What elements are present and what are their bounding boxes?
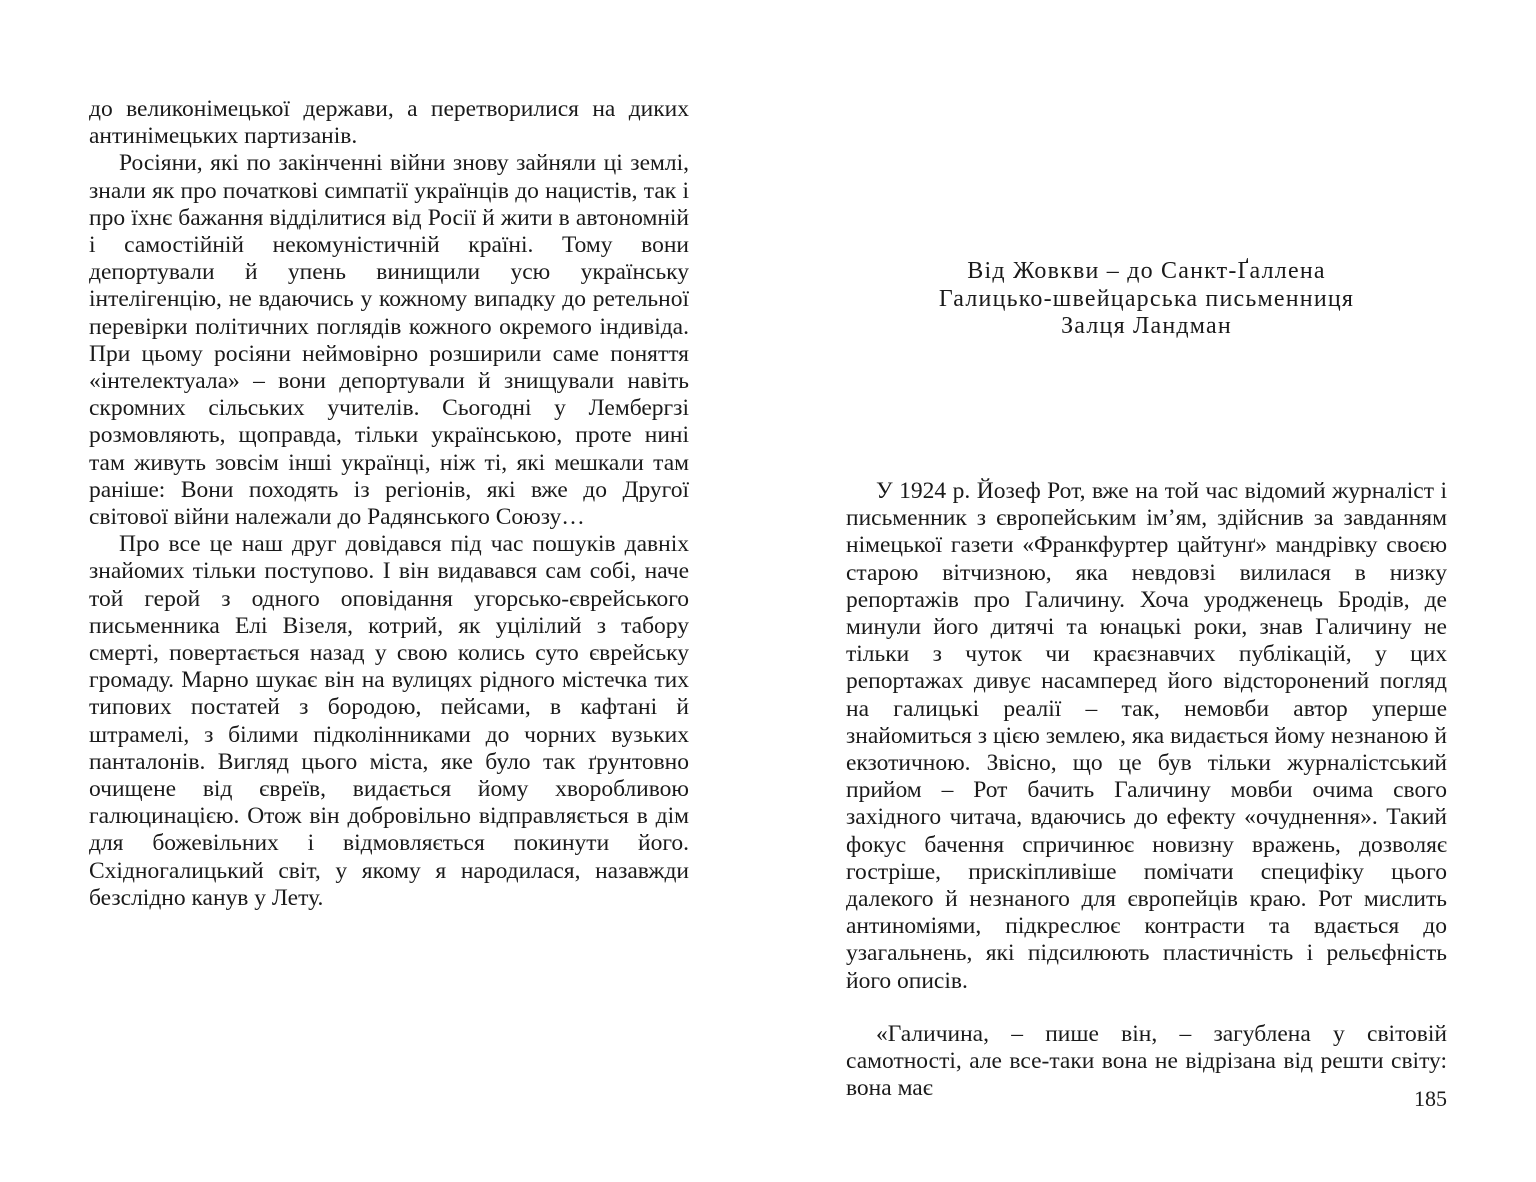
right-text-column	[846, 478, 1447, 1102]
page-number: 185	[1414, 1086, 1447, 1111]
chapter-author: Залця Ландман	[1061, 313, 1232, 339]
paragraph-continuation: до великонімецької держави, а перетворилися на диких антинімецьких партизанів.	[89, 96, 689, 150]
chapter-title	[846, 258, 1447, 341]
paragraph: «Галичина, – пише він, – загублена у світовій самотності, але все-таки вона не відрізана від решти світу: вона має	[846, 1020, 1447, 1102]
paragraph: Росіяни, які по закінченні війни знову зайняли ці землі, знали як про початкові симпатії українців до нацистів, так і про їхнє бажання відділитися від Росії й жити в автономній і самостійній некомуністичній країні. Тому вони депортували й упень винищили усю українську інтелігенцію, не вдаючись у кожному випадку до ретельної перевірки політичних поглядів кожного окремого індивіда. При цьому росіяни неймовірно розширили саме поняття «інтелектуала» – вони депортували й знищували навіть скромних сільських учителів. Сьогодні у Лембергзі розмовляють, щоправда, тільки українською, проте нині там живуть зовсім інші українці, ніж ті, які мешкали там раніше: Вони походять із регіонів, які вже до Другої світової війни належали до Радянського Союзу…	[89, 150, 689, 531]
chapter-subtitle: Галицько-швейцарська письменниця	[938, 285, 1355, 312]
right-page	[768, 0, 1536, 1182]
paragraph-spacer	[846, 995, 1447, 1021]
chapter-title-line-1: Від Жовкви – до Санкт-Ґаллена	[967, 258, 1326, 284]
paragraph: Про все це наш друг довідався під час пошуків давніх знайомих тільки поступово. І він видавався сам собі, наче той герой з одного оповідання угорсько-єврейського письменника Елі Візеля, котрий, як уцілілий з табору смерті, повертається назад у свою колись суто єврейську громаду. Марно шукає він на вулицях рідного містечка тих типових постатей з бородою, пейсами, в кафтані й штрамелі, з білими підколінниками до чорних вузьких панталонів. Вигляд цього міста, яке було так ґрунтовно очищене від євреїв, видається йому хворобливою галюцинацією. Отож він добровільно відправляється в дім для божевільних і відмовляється покинути його. Східногалицький світ, у якому я народилася, назавжди безслідно канув у Лету.	[89, 531, 689, 911]
paragraph: У 1924 р. Йозеф Рот, вже на той час відомий журналіст і письменник з європейським ім’ям, здійснив за завданням німецької газети «Франкфуртер цайтунґ» мандрівку своєю старою вітчизною, яка невдовзі вилилася в низку репортажів про Галичину. Хоча уродженець Бродів, де минули його дитячі та юнацькі роки, знав Галичину не тільки з чуток чи краєзнавчих публікацій, у цих репортажах дивує насамперед його відсторонений погляд на галицькі реалії – так, немовби автор уперше знайомиться з цією землею, яка видається йому незнаною й екзотичною. Звісно, що це був тільки журналістський прийом – Рот бачить Галичину мовби очима свого західного читача, вдаючись до ефекту «очуднення». Такий фокус бачення спричинює новизну вражень, дозволяє гостріше, прискіпливіше помічати специфіку цього далекого й незнаного для європейців краю. Рот мислить антиноміями, підкреслює контрасти та вдається до узагальнень, які підсилюють пластичність і рельєфність його описів.	[846, 478, 1447, 994]
left-text-column	[89, 96, 689, 912]
